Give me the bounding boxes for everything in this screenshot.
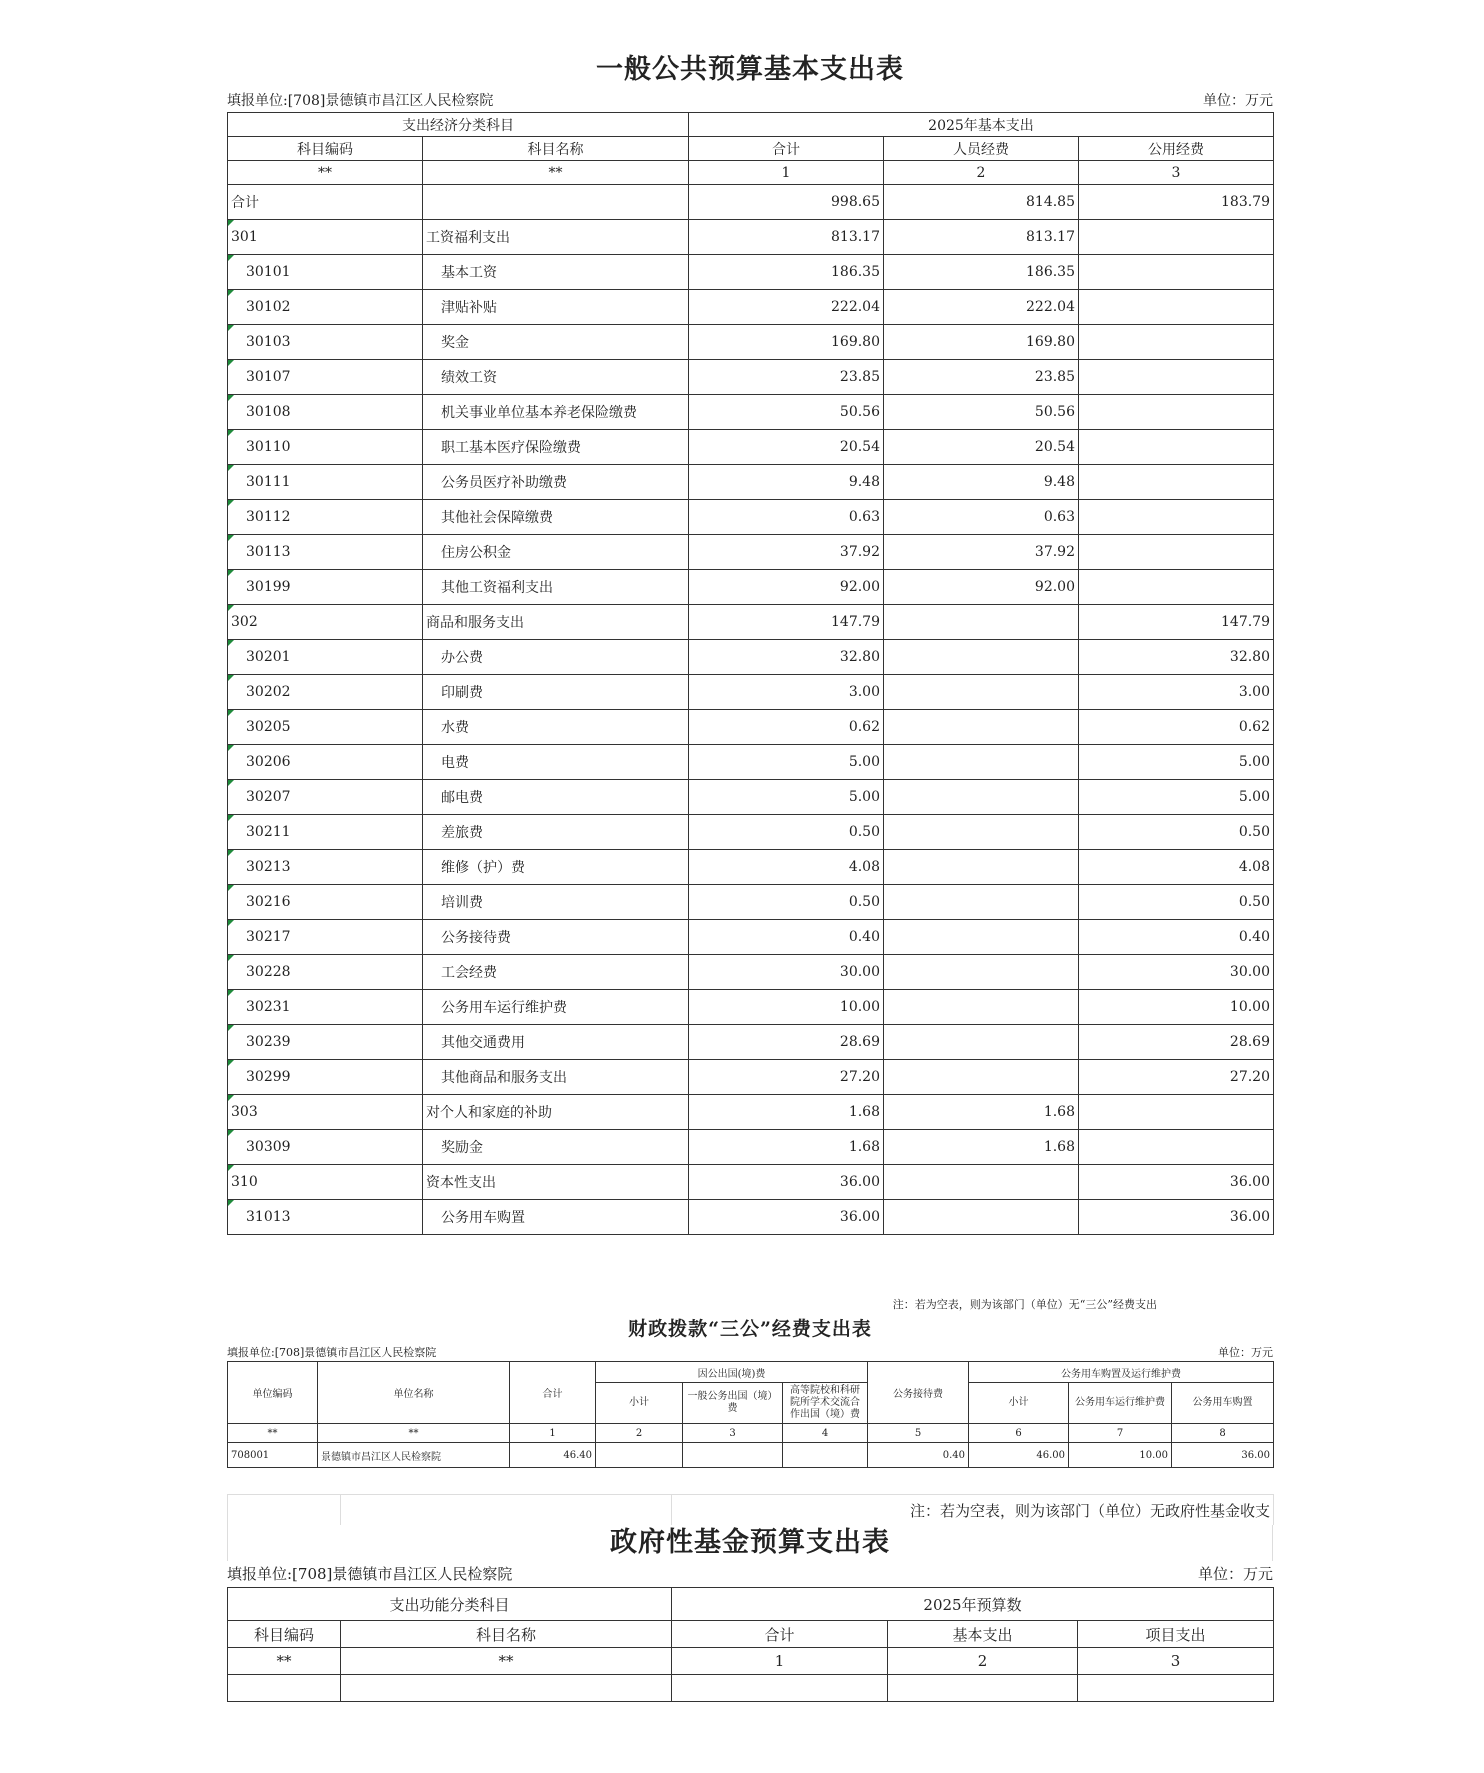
row-public: 3.00 (1079, 675, 1274, 710)
table-row (228, 640, 1274, 675)
table-row (228, 885, 1274, 920)
blank-cell (341, 1495, 672, 1526)
table-row (228, 535, 1274, 570)
row-public (1079, 1095, 1274, 1130)
header-project: 项目支出 (1078, 1621, 1274, 1648)
row-name: 电费 (423, 745, 689, 780)
row-personnel: 1.68 (884, 1130, 1079, 1165)
row-name: 住房公积金 (423, 535, 689, 570)
page-title: 一般公共预算基本支出表 (596, 54, 904, 85)
row-public (1079, 325, 1274, 360)
index-cell: 1 (672, 1648, 888, 1675)
row-public: 36.00 (1079, 1200, 1274, 1235)
row-personnel: 169.80 (884, 325, 1079, 360)
index-cell: ** (228, 161, 423, 185)
index-cell: 7 (1069, 1424, 1172, 1443)
table-row (228, 395, 1274, 430)
row-personnel (884, 955, 1079, 990)
table-row (228, 1165, 1274, 1200)
row-total: 5.00 (689, 780, 884, 815)
row-name: 商品和服务支出 (423, 605, 689, 640)
row-personnel: 186.35 (884, 255, 1079, 290)
row-public: 0.50 (1079, 815, 1274, 850)
row-total: 0.40 (689, 920, 884, 955)
row-total: 27.20 (689, 1060, 884, 1095)
row-code: 30199 (228, 570, 423, 605)
row-personnel (884, 1200, 1079, 1235)
row-general-abroad (683, 1443, 783, 1468)
header-unit-code: 单位编码 (228, 1362, 318, 1424)
table-row (228, 675, 1274, 710)
three-public-table (227, 1361, 1274, 1468)
index-cell: 3 (683, 1424, 783, 1443)
row-code: 301 (228, 220, 423, 255)
reporting-unit: 填报单位:[708]景德镇市昌江区人民检察院 (227, 93, 494, 109)
index-cell: 3 (1078, 1648, 1274, 1675)
index-cell: 2 (596, 1424, 683, 1443)
row-name: 工会经费 (423, 955, 689, 990)
header-abroad-subtotal: 小计 (596, 1383, 683, 1424)
row-code: 合计 (228, 185, 423, 220)
row-public (1079, 500, 1274, 535)
row-personnel: 23.85 (884, 360, 1079, 395)
row-code: 30309 (228, 1130, 423, 1165)
table-row (228, 815, 1274, 850)
row-vehicle-buy: 36.00 (1172, 1443, 1274, 1468)
header-public: 公用经费 (1079, 137, 1274, 161)
row-public: 0.50 (1079, 885, 1274, 920)
row-code: 30101 (228, 255, 423, 290)
row-public (1079, 1130, 1274, 1165)
row-public: 32.80 (1079, 640, 1274, 675)
row-name: 绩效工资 (423, 360, 689, 395)
header-name: 科目名称 (423, 137, 689, 161)
row-code: 30111 (228, 465, 423, 500)
row-code: 30299 (228, 1060, 423, 1095)
row-abroad-subtotal (596, 1443, 683, 1468)
unit-of-measure: 单位：万元 (1203, 93, 1273, 109)
empty-cell (888, 1675, 1078, 1702)
reporting-unit: 填报单位:[708]景德镇市昌江区人民检察院 (227, 1346, 437, 1359)
table-row (228, 325, 1274, 360)
row-code: 30202 (228, 675, 423, 710)
row-public: 4.08 (1079, 850, 1274, 885)
table-row (228, 570, 1274, 605)
row-total: 23.85 (689, 360, 884, 395)
table-row (228, 500, 1274, 535)
empty-cell (1078, 1675, 1274, 1702)
header-total: 合计 (510, 1362, 596, 1424)
index-cell: ** (318, 1424, 510, 1443)
row-total: 813.17 (689, 220, 884, 255)
row-personnel (884, 1025, 1079, 1060)
row-public: 5.00 (1079, 745, 1274, 780)
table-row (228, 780, 1274, 815)
row-name: 资本性支出 (423, 1165, 689, 1200)
row-name: 基本工资 (423, 255, 689, 290)
row-total: 0.63 (689, 500, 884, 535)
header-vehicle-subtotal: 小计 (969, 1383, 1069, 1424)
row-public: 36.00 (1079, 1165, 1274, 1200)
row-total: 0.50 (689, 815, 884, 850)
row-name: 津贴补贴 (423, 290, 689, 325)
row-personnel (884, 920, 1079, 955)
table-row (228, 1095, 1274, 1130)
row-personnel: 20.54 (884, 430, 1079, 465)
row-vehicle-subtotal: 46.00 (969, 1443, 1069, 1468)
header-abroad-group: 因公出国(境)费 (596, 1362, 868, 1383)
row-total: 92.00 (689, 570, 884, 605)
header-vehicle-run: 公务用车运行维护费 (1069, 1383, 1172, 1424)
index-cell: 2 (888, 1648, 1078, 1675)
row-total: 9.48 (689, 465, 884, 500)
row-code: 30206 (228, 745, 423, 780)
row-total: 30.00 (689, 955, 884, 990)
row-personnel (884, 745, 1079, 780)
row-name: 其他商品和服务支出 (423, 1060, 689, 1095)
row-code: 30207 (228, 780, 423, 815)
row-public: 10.00 (1079, 990, 1274, 1025)
row-public (1079, 535, 1274, 570)
row-name: 其他社会保障缴费 (423, 500, 689, 535)
row-code: 30216 (228, 885, 423, 920)
row-personnel: 9.48 (884, 465, 1079, 500)
row-public: 0.40 (1079, 920, 1274, 955)
header-total: 合计 (672, 1621, 888, 1648)
header-unit-name: 单位名称 (318, 1362, 510, 1424)
gov-fund-note-row (227, 1494, 1274, 1525)
header-vehicle-buy: 公务用车购置 (1172, 1383, 1274, 1424)
row-personnel: 222.04 (884, 290, 1079, 325)
row-personnel (884, 815, 1079, 850)
header-basic: 基本支出 (888, 1621, 1078, 1648)
row-code: 30205 (228, 710, 423, 745)
row-public: 27.20 (1079, 1060, 1274, 1095)
row-personnel: 37.92 (884, 535, 1079, 570)
row-academic-abroad (783, 1443, 868, 1468)
row-name: 其他工资福利支出 (423, 570, 689, 605)
index-cell: ** (341, 1648, 672, 1675)
table-row (228, 710, 1274, 745)
row-total: 186.35 (689, 255, 884, 290)
table-row (228, 1675, 1274, 1702)
row-total: 37.92 (689, 535, 884, 570)
row-public (1079, 290, 1274, 325)
row-code: 30213 (228, 850, 423, 885)
index-cell: 2 (884, 161, 1079, 185)
row-code: 30228 (228, 955, 423, 990)
row-personnel (884, 675, 1079, 710)
table-row (228, 1130, 1274, 1165)
row-vehicle-run: 10.00 (1069, 1443, 1172, 1468)
row-name: 机关事业单位基本养老保险缴费 (423, 395, 689, 430)
table-row (228, 255, 1274, 290)
row-public: 5.00 (1079, 780, 1274, 815)
row-name: 差旅费 (423, 815, 689, 850)
row-total: 5.00 (689, 745, 884, 780)
row-total: 46.40 (510, 1443, 596, 1468)
row-name: 邮电费 (423, 780, 689, 815)
reporting-unit: 填报单位:[708]景德镇市昌江区人民检察院 (227, 1565, 513, 1583)
unit-of-measure: 单位：万元 (1218, 1346, 1273, 1359)
row-total: 36.00 (689, 1200, 884, 1235)
header-function-class: 支出功能分类科目 (228, 1588, 672, 1621)
index-cell: 4 (783, 1424, 868, 1443)
header-general-abroad: 一般公务出国（境）费 (683, 1383, 783, 1424)
row-total: 1.68 (689, 1130, 884, 1165)
unit-of-measure: 单位：万元 (1197, 1565, 1273, 1583)
row-code: 303 (228, 1095, 423, 1130)
report-meta (227, 90, 1273, 112)
row-name: 水费 (423, 710, 689, 745)
three-public-note: 注：若为空表，则为该部门（单位）无“三公”经费支出 (892, 1298, 1157, 1311)
row-personnel (884, 885, 1079, 920)
row-reception: 0.40 (868, 1443, 969, 1468)
table-row (228, 1025, 1274, 1060)
header-reception: 公务接待费 (868, 1362, 969, 1424)
row-public (1079, 395, 1274, 430)
three-public-section (227, 1313, 1273, 1468)
table-row (228, 360, 1274, 395)
empty-cell (341, 1675, 672, 1702)
row-total: 10.00 (689, 990, 884, 1025)
header-code: 科目编码 (228, 137, 423, 161)
row-public (1079, 465, 1274, 500)
row-code: 30211 (228, 815, 423, 850)
row-public (1079, 570, 1274, 605)
header-academic-abroad: 高等院校和科研院所学术交流合作出国（境）费 (783, 1383, 868, 1424)
row-code: 30231 (228, 990, 423, 1025)
header-total: 合计 (689, 137, 884, 161)
row-total: 32.80 (689, 640, 884, 675)
index-cell: ** (423, 161, 689, 185)
table-row (228, 220, 1274, 255)
table-row (228, 465, 1274, 500)
three-public-title: 财政拨款“三公”经费支出表 (628, 1318, 872, 1340)
row-total: 4.08 (689, 850, 884, 885)
table-row (228, 990, 1274, 1025)
gov-fund-note: 注：若为空表，则为该部门（单位）无政府性基金收支 (672, 1495, 1274, 1526)
row-name: 工资福利支出 (423, 220, 689, 255)
index-cell: 1 (689, 161, 884, 185)
row-code: 30110 (228, 430, 423, 465)
row-personnel (884, 780, 1079, 815)
row-total: 147.79 (689, 605, 884, 640)
report-meta (227, 1561, 1273, 1587)
row-total: 50.56 (689, 395, 884, 430)
row-total: 1.68 (689, 1095, 884, 1130)
row-name: 职工基本医疗保险缴费 (423, 430, 689, 465)
row-personnel: 92.00 (884, 570, 1079, 605)
row-total: 20.54 (689, 430, 884, 465)
row-total: 222.04 (689, 290, 884, 325)
row-code: 30107 (228, 360, 423, 395)
row-code: 30201 (228, 640, 423, 675)
empty-cell (672, 1675, 888, 1702)
row-personnel: 814.85 (884, 185, 1079, 220)
index-cell: 8 (1172, 1424, 1274, 1443)
index-cell: ** (228, 1648, 341, 1675)
row-code: 30102 (228, 290, 423, 325)
row-personnel: 1.68 (884, 1095, 1079, 1130)
row-code: 31013 (228, 1200, 423, 1235)
row-total: 36.00 (689, 1165, 884, 1200)
row-name: 公务员医疗补助缴费 (423, 465, 689, 500)
header-2025-budget: 2025年预算数 (672, 1588, 1274, 1621)
header-vehicle-group: 公务用车购置及运行维护费 (969, 1362, 1274, 1383)
row-personnel (884, 990, 1079, 1025)
row-public: 0.62 (1079, 710, 1274, 745)
row-name: 办公费 (423, 640, 689, 675)
row-name: 印刷费 (423, 675, 689, 710)
row-total: 28.69 (689, 1025, 884, 1060)
row-name: 培训费 (423, 885, 689, 920)
table-row (228, 605, 1274, 640)
row-total: 3.00 (689, 675, 884, 710)
gov-fund-section (227, 1494, 1273, 1702)
table-row (228, 955, 1274, 990)
header-name: 科目名称 (341, 1621, 672, 1648)
row-name: 公务接待费 (423, 920, 689, 955)
table-row (228, 1060, 1274, 1095)
table-row (228, 1200, 1274, 1235)
header-2025-basic: 2025年基本支出 (689, 113, 1274, 137)
row-total: 0.62 (689, 710, 884, 745)
row-total: 998.65 (689, 185, 884, 220)
row-personnel: 0.63 (884, 500, 1079, 535)
table-row (228, 745, 1274, 780)
general-budget-table (227, 112, 1274, 1235)
gov-fund-title: 政府性基金预算支出表 (227, 1525, 1273, 1561)
row-personnel (884, 850, 1079, 885)
row-code: 30112 (228, 500, 423, 535)
table-row (228, 430, 1274, 465)
index-cell: 3 (1079, 161, 1274, 185)
row-code: 30113 (228, 535, 423, 570)
general-budget-section (227, 50, 1273, 1235)
row-personnel (884, 1165, 1079, 1200)
table-row (228, 290, 1274, 325)
row-personnel (884, 640, 1079, 675)
row-public: 30.00 (1079, 955, 1274, 990)
row-total: 169.80 (689, 325, 884, 360)
blank-cell (228, 1495, 341, 1526)
row-unit-code: 708001 (228, 1443, 318, 1468)
header-economic-class: 支出经济分类科目 (228, 113, 689, 137)
row-public (1079, 430, 1274, 465)
report-meta (227, 1345, 1273, 1361)
index-cell: 6 (969, 1424, 1069, 1443)
row-name: 对个人和家庭的补助 (423, 1095, 689, 1130)
row-name: 公务用车运行维护费 (423, 990, 689, 1025)
row-public: 28.69 (1079, 1025, 1274, 1060)
empty-cell (228, 1675, 341, 1702)
row-total: 0.50 (689, 885, 884, 920)
row-personnel: 813.17 (884, 220, 1079, 255)
index-cell: 1 (510, 1424, 596, 1443)
row-name: 奖励金 (423, 1130, 689, 1165)
row-code: 30217 (228, 920, 423, 955)
row-name: 奖金 (423, 325, 689, 360)
row-public: 183.79 (1079, 185, 1274, 220)
row-public: 147.79 (1079, 605, 1274, 640)
table-row (228, 920, 1274, 955)
table-row (228, 185, 1274, 220)
row-personnel (884, 605, 1079, 640)
row-name: 其他交通费用 (423, 1025, 689, 1060)
header-code: 科目编码 (228, 1621, 341, 1648)
row-code: 310 (228, 1165, 423, 1200)
table-row (228, 1443, 1274, 1468)
index-cell: ** (228, 1424, 318, 1443)
gov-fund-table (227, 1587, 1274, 1702)
row-name (423, 185, 689, 220)
row-code: 30108 (228, 395, 423, 430)
row-public (1079, 360, 1274, 395)
row-personnel (884, 1060, 1079, 1095)
row-public (1079, 255, 1274, 290)
row-name: 维修（护）费 (423, 850, 689, 885)
index-cell: 5 (868, 1424, 969, 1443)
row-unit-name: 景德镇市昌江区人民检察院 (318, 1443, 510, 1468)
header-personnel: 人员经费 (884, 137, 1079, 161)
row-personnel: 50.56 (884, 395, 1079, 430)
row-name: 公务用车购置 (423, 1200, 689, 1235)
row-personnel (884, 710, 1079, 745)
row-public (1079, 220, 1274, 255)
row-code: 302 (228, 605, 423, 640)
row-code: 30103 (228, 325, 423, 360)
table-row (228, 850, 1274, 885)
row-code: 30239 (228, 1025, 423, 1060)
